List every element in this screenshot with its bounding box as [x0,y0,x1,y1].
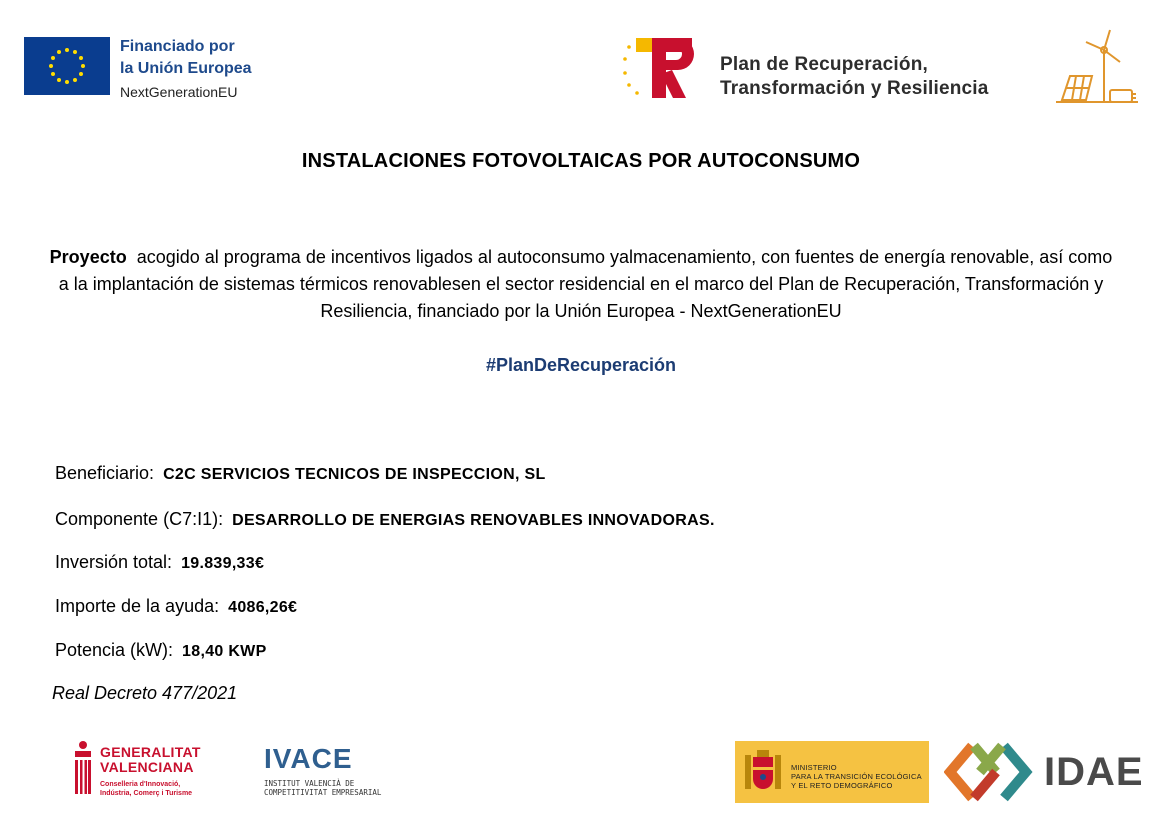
gva-line-2: VALENCIANA [100,759,194,775]
intro-paragraph [45,244,1117,325]
beneficiario-label: Beneficiario: [55,463,155,483]
potencia-label: Potencia (kW): [55,640,174,660]
gva-shield-icon [72,740,94,800]
inversion-value: 19.839,33€ [181,555,265,572]
ministerio-line-2: PARA LA TRANSICIÓN ECOLÓGICA [791,772,922,781]
hashtag: #PlanDeRecuperación [485,355,677,375]
importe-value: 4086,26€ [228,599,298,616]
wind-solar-icon [1052,28,1140,106]
intro-text: acogido al programa de incentivos ligados al autoconsumo yalmacenamiento, con fuentes de energía renovable, así como a la implantación de sistemas térmicos renovablesen el sector residencial en el marco del Plan de Recuperación, Transformación y Resiliencia, financiado por la Unión Europea - NextGenerationEU [58,247,1113,321]
idae-word: IDAE [1044,750,1144,794]
idae-logo [944,740,1144,804]
ivace-sub-1: INSTITUT VALENCIÀ DE [264,779,355,788]
real-decreto: Real Decreto 477/2021 [52,683,238,703]
ivace-word: IVACE [264,743,353,774]
plan-line-2: Transformación y Resiliencia [720,78,989,99]
gva-name [100,745,201,775]
gva-sub-2: Indústria, Comerç i Turisme [100,790,193,797]
eu-line-2: la Unión Europea [120,60,252,77]
componente-label: Componente (C7:I1): [55,509,224,529]
ministerio-line-3: Y EL RETO DEMOGRÁFICO [791,781,893,790]
importe-row [55,596,297,617]
idae-mark-icon [944,740,1040,804]
importe-label: Importe de la ayuda: [55,596,220,616]
eu-line-1: Financiado por [120,38,235,55]
ivace-sub-2: COMPETITIVITAT EMPRESARIAL [264,788,382,797]
ministerio-text [791,763,922,790]
eu-line-3: NextGenerationEU [120,84,238,100]
page-title: INSTALACIONES FOTOVOLTAICAS POR AUTOCONSUMO [301,150,861,172]
plan-line-1: Plan de Recuperación, [720,54,928,75]
componente-row [55,509,715,530]
gva-sub-1: Conselleria d'Innovació, [100,781,181,788]
inversion-label: Inversión total: [55,552,173,572]
inversion-row [55,552,264,573]
gva-line-1: GENERALITAT [100,744,201,760]
potencia-row [55,640,267,661]
gva-sub [100,780,192,798]
beneficiario-value: C2C SERVICIOS TECNICOS DE INSPECCION, SL [163,466,546,483]
ivace-logo [264,744,384,802]
spain-crest-icon [743,747,783,797]
intro-lead: Proyecto [49,247,127,267]
componente-value: DESARROLLO DE ENERGIAS RENOVABLES INNOVADORAS. [232,512,715,529]
ministerio-line-1: MINISTERIO [791,763,837,772]
eu-funding-text [120,36,252,103]
potencia-value: 18,40 KWP [182,643,267,660]
plan-recuperacion-text [720,53,989,101]
ivace-sub [264,779,381,797]
generalitat-valenciana-logo [72,740,202,802]
eu-flag-logo [24,37,110,95]
tr-logo [620,33,704,103]
ministerio-logo [735,741,929,803]
beneficiario-row [55,463,546,484]
